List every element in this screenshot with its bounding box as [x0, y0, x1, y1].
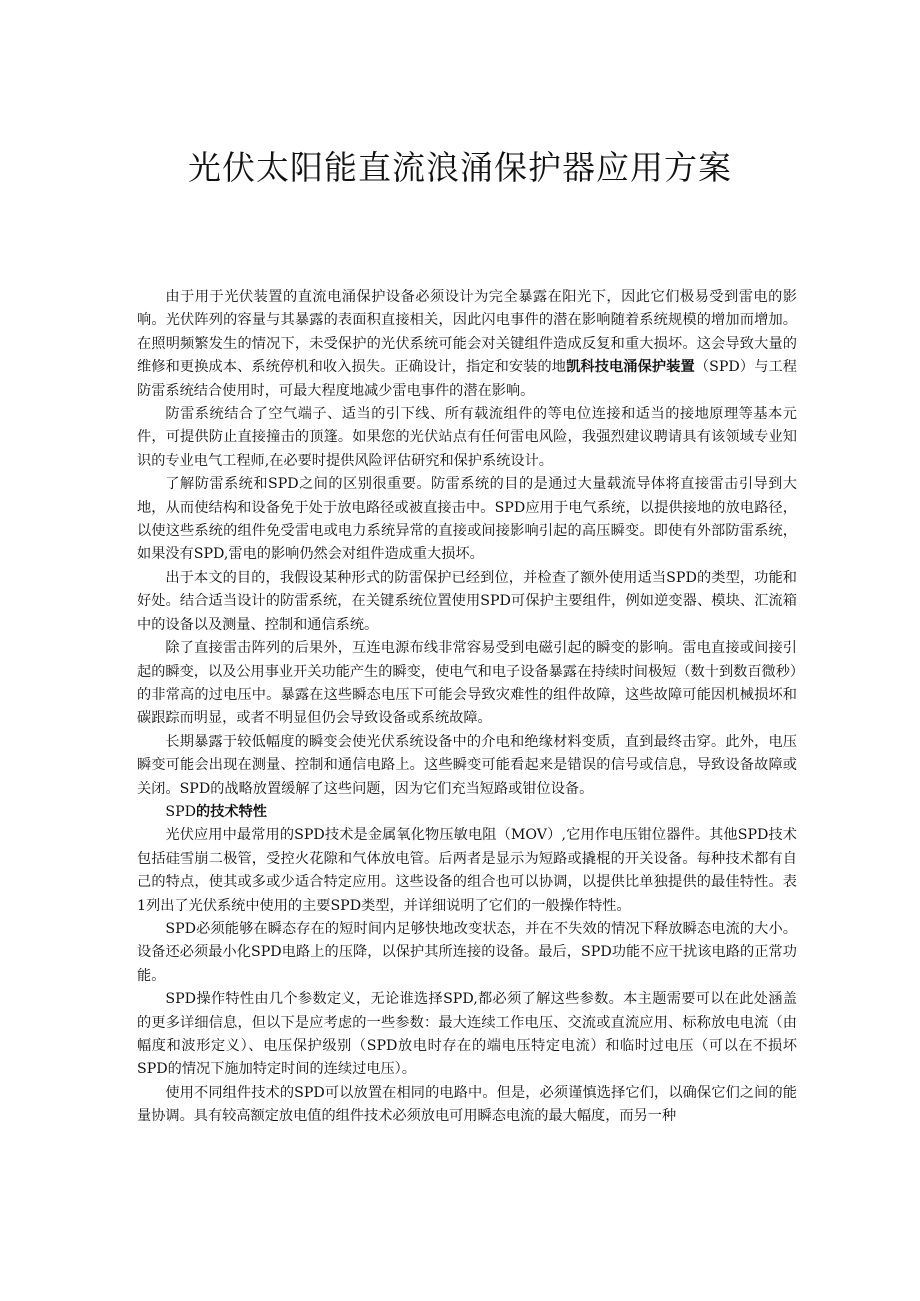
paragraph-1-text-a: 由于用于光伏装置的直流电涌保护设备必须设计为完全暴露在阳光下，因此它们极易受到雷电的影响。光伏阵列的容量与其暴露的表面积直接相关，因此闪电事件的潜在影响随着系统规模的增加而增加。在照明频繁发生的情况下，未受保护的光伏系统可能会对关键组件造成反复和重大损坏。这会导致大量的维修和更换成本、系统停机和收入损失。正确设计，指定和安装的地	[137, 289, 797, 376]
section-heading	[137, 801, 797, 824]
paragraph-1-text-b: （SPD）与工程防雷系统结合使用时，可最大程度地减少雷电事件的潜在影响。	[137, 359, 797, 399]
paragraph-1	[137, 286, 797, 403]
document-title: 光伏太阳能直流浪涌保护器应用方案	[188, 148, 732, 187]
brand-name: 凯科技电涌保护装置	[566, 359, 695, 376]
paragraph-5: 除了直接雷击阵列的后果外，互连电源布线非常容易受到电磁引起的瞬变的影响。雷电直接或间接引起的瞬变，以及公用事业开关功能产生的瞬变，使电气和电子设备暴露在持续时间极短（数十到数百微秒）的非常高的过电压中。暴露在这些瞬态电压下可能会导致灾难性的组件故障，这些故障可能因机械损坏和碳跟踪而明显，或者不明显但仍会导致设备或系统故障。	[137, 640, 797, 727]
document-body	[137, 286, 797, 1129]
paragraph-3: 了解防雷系统和SPD之间的区别很重要。防雷系统的目的是通过大量载流导体将直接雷击引导到大地，从而使结构和设备免于处于放电路径或被直接击中。SPD应用于电气系统，以提供接地的放电路径，以使这些系统的组件免受雷电或电力系统异常的直接或间接影响引起的高压瞬变。即使有外部防雷系统，如果没有SPD,雷电的影响仍然会对组件造成重大损坏。	[137, 476, 797, 563]
paragraph-7: 光伏应用中最常用的SPD技术是金属氧化物压敏电阻（MOV）,它用作电压钳位器件。其他SPD技术包括硅雪崩二极管，受控火花隙和气体放电管。后两者是显示为短路或撬棍的开关设备。每种技术都有自己的特点，使其或多或少适合特定应用。这些设备的组合也可以协调，以提供比单独提供的最佳特性。表1列出了光伏系统中使用的主要SPD类型，并详细说明了它们的一般操作特性。	[137, 827, 797, 914]
paragraph-4: 出于本文的目的，我假设某种形式的防雷保护已经到位，并检查了额外使用适当SPD的类型，功能和好处。结合适当设计的防雷系统，在关键系统位置使用SPD可保护主要组件，例如逆变器、模块、汇流箱中的设备以及测量、控制和通信系统。	[137, 569, 797, 633]
section-heading-text: 的技术特性	[196, 803, 267, 820]
paragraph-9: SPD操作特性由几个参数定义，无论谁选择SPD,都必须了解这些参数。本主题需要可以在此处涵盖的更多详细信息，但以下是应考虑的一些参数：最大连续工作电压、交流或直流应用、标称放电电流（由幅度和波形定义）、电压保护级别（SPD放电时存在的端电压特定电流）和临时过电压（可以在不损坏SPD的情况下施加特定时间的连续过电压）。	[137, 991, 797, 1078]
paragraph-8: SPD必须能够在瞬态存在的短时间内足够快地改变状态，并在不失效的情况下释放瞬态电流的大小。设备还必须最小化SPD电路上的压降，以保护其所连接的设备。最后，SPD功能不应干扰该电路的正常功能。	[137, 920, 797, 984]
paragraph-6: 长期暴露于较低幅度的瞬变会使光伏系统设备中的介电和绝缘材料变质，直到最终击穿。此外，电压瞬变可能会出现在测量、控制和通信电路上。这些瞬变可能看起来是错误的信号或信息，导致设备故障或关闭。SPD的战略放置缓解了这些问题，因为它们充当短路或钳位设备。	[137, 733, 797, 797]
paragraph-10: 使用不同组件技术的SPD可以放置在相同的电路中。但是，必须谨慎选择它们，以确保它们之间的能量协调。具有较高额定放电值的组件技术必须放电可用瞬态电流的最大幅度，而另一种	[137, 1084, 797, 1125]
paragraph-2: 防雷系统结合了空气端子、适当的引下线、所有载流组件的等电位连接和适当的接地原理等基本元件，可提供防止直接撞击的顶篷。如果您的光伏站点有任何雷电风险，我强烈建议聘请具有该领域专业知识的专业电气工程师,在必要时提供风险评估研究和保护系统设计。	[137, 406, 797, 469]
section-heading-prefix: SPD	[165, 803, 197, 820]
